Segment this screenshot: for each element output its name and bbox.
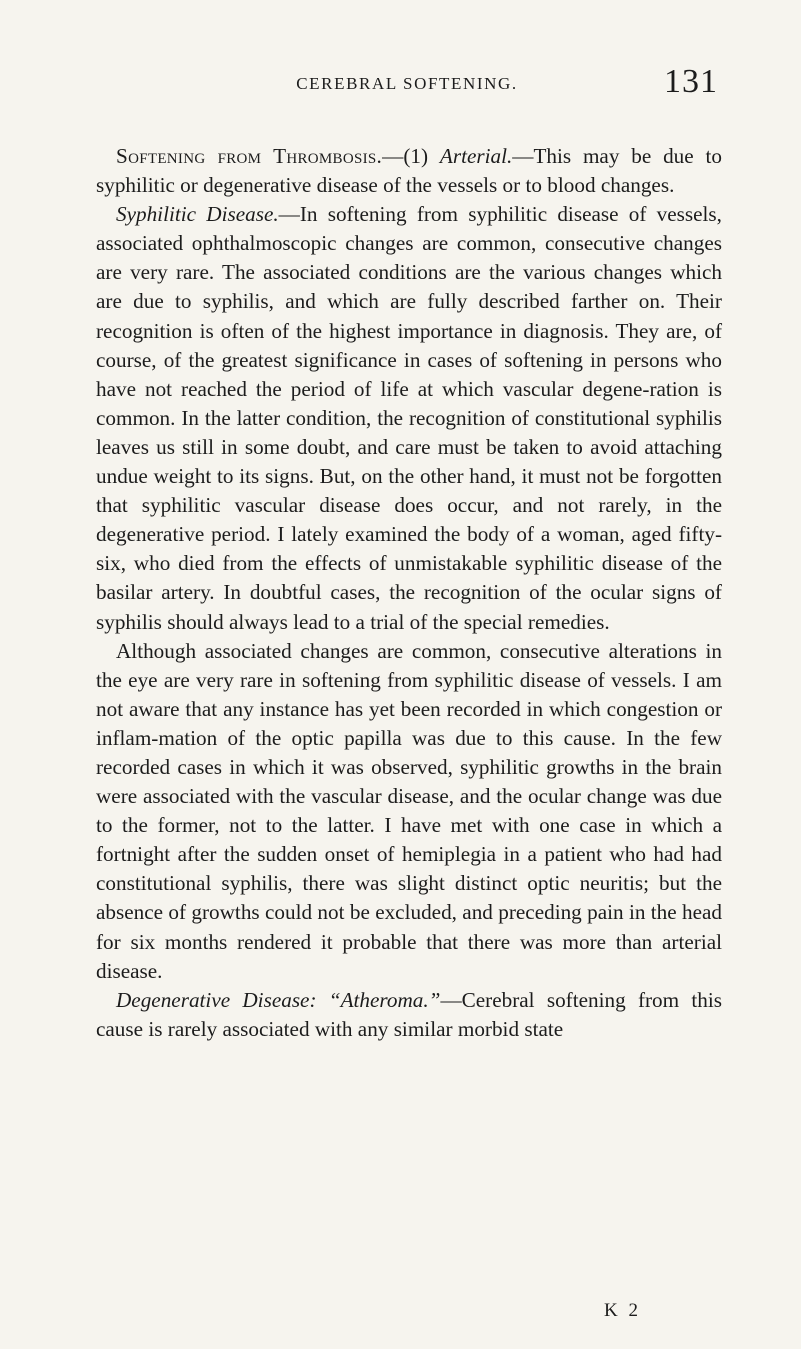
subsection-heading-arterial: Arterial.	[439, 144, 513, 168]
section-heading: Softening from Thrombosis.	[116, 144, 383, 168]
subsection-term-atheroma: “Atheroma.”	[316, 987, 441, 1012]
paragraph-text: —This may be due to syphilitic or degenerative disease of the vessels or to blood changes.	[96, 144, 722, 198]
subsection-heading-degenerative: Degenerative Disease:	[116, 987, 317, 1012]
signature-mark: K 2	[604, 1300, 641, 1321]
paragraph-text: Although associated changes are common, consecutive alterations in the eye are very rare in softening from syphilitic disease of vessels. I am not aware that any instance has yet been recorded in which congestion or inflam-mation of the optic papilla was due to this cause. In the few recorded cases in which it was observed, syphilitic growths in the brain were associated with the vascular disease, and the ocular change was due to the former, not to the latter. I have met with one case in which a fortnight after the sudden onset of hemiplegia in a patient who had had constitutional syphilis, there was slight distinct optic neuritis; but the absence of growths could not be excluded, and preceding pain in the head for six months rendered it probable that there was more than arterial disease.	[96, 638, 722, 983]
paragraph-syphilitic-disease	[96, 200, 722, 636]
body-text	[96, 142, 722, 1044]
running-head	[96, 62, 718, 102]
paragraph-associated-changes	[96, 637, 722, 986]
paragraph-thrombosis	[96, 142, 722, 200]
paragraph-text: —In softening from syphilitic disease of vessels, associated ophthalmoscopic changes are common, consecutive changes are very rare. The associated conditions are the various changes which are due to syphilis, and which are fully described farther on. Their recognition is often of the highest importance in diagnosis. They are, of course, of the greatest significance in cases of softening in persons who have not reached the period of life at which vascular degene-ration is common. In the latter condition, the recognition of constitutional syphilis leaves us still in some doubt, and care must be taken to avoid attaching undue weight to its signs. But, on the other hand, it must not be forgotten that syphilitic vascular disease does occur, and not rarely, in the degenerative period. I lately examined the body of a woman, aged fifty-six, who died from the effects of unmistakable syphilitic disease of the basilar artery. In doubtful cases, the recognition of the ocular signs of syphilis should always lead to a trial of the special remedies.	[96, 202, 722, 634]
paragraph-text: —Cerebral softening from this cause is rarely associated with any similar morbid state	[96, 987, 722, 1041]
running-title: CEREBRAL SOFTENING.	[296, 74, 518, 93]
paragraph-degenerative-disease	[96, 986, 722, 1044]
page-number: 131	[664, 63, 718, 100]
subsection-heading-syphilitic: Syphilitic Disease.	[116, 202, 279, 227]
section-number: —(1)	[382, 144, 440, 168]
